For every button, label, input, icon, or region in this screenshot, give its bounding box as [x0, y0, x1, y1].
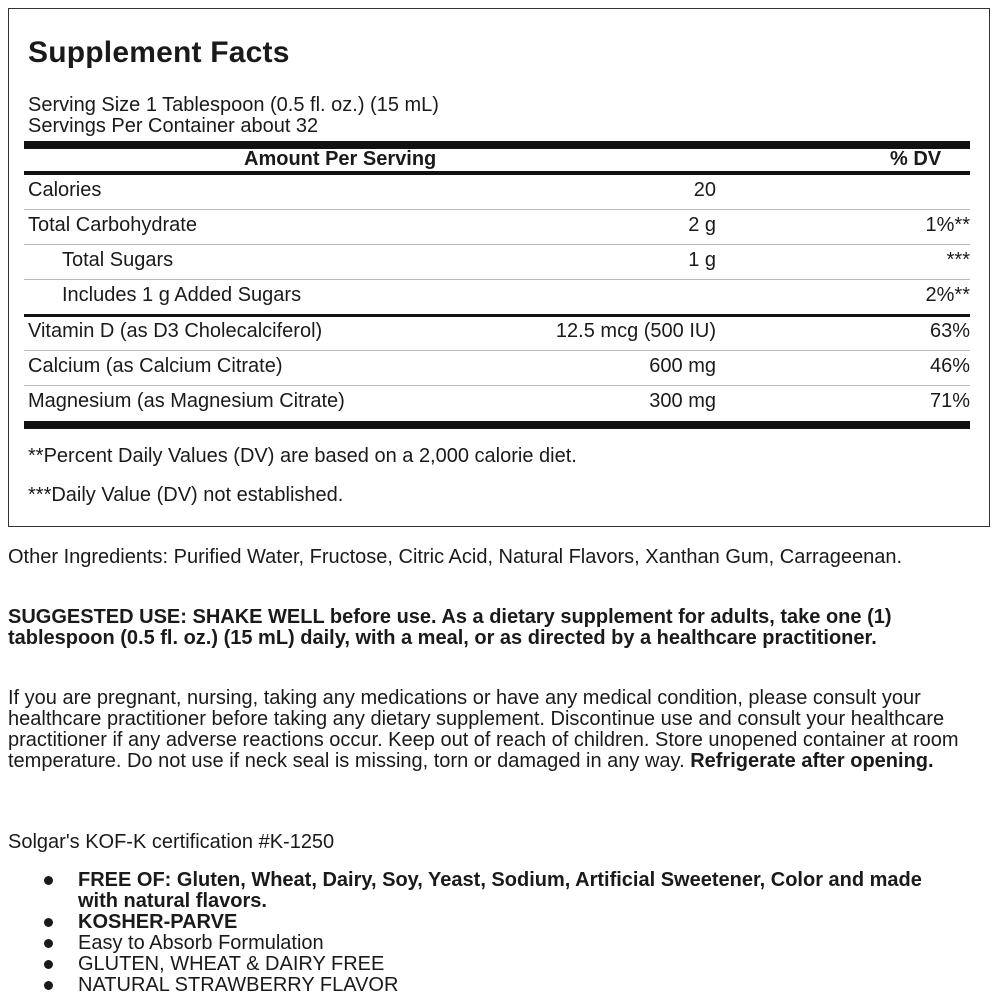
list-item-text: KOSHER-PARVE: [78, 911, 238, 933]
bullet-icon: [44, 918, 53, 927]
bullet-icon: [44, 960, 53, 969]
list-item-text: GLUTEN, WHEAT & DAIRY FREE: [78, 953, 385, 975]
thick-divider-bottom: [24, 421, 970, 429]
list-item: [40, 954, 940, 975]
list-item: [40, 933, 940, 954]
nutrient-amount: 12.5 mcg (500 IU): [555, 320, 716, 342]
warning-text: [8, 688, 983, 772]
serving-size: Serving Size 1 Tablespoon (0.5 fl. oz.) (15 mL): [28, 94, 439, 116]
nutrient-amount: 20: [693, 179, 716, 201]
nutrient-row: [24, 175, 970, 210]
nutrient-row: [24, 210, 970, 245]
refrigerate-note: Refrigerate after opening.: [690, 750, 934, 772]
nutrient-amount: 1 g: [688, 249, 716, 271]
nutrient-dv: 63%: [929, 320, 970, 342]
other-ingredients: Other Ingredients: Purified Water, Fructose, Citric Acid, Natural Flavors, Xanthan Gum, Carrageenan.: [8, 546, 903, 568]
list-item-text: FREE OF: Gluten, Wheat, Dairy, Soy, Yeast, Sodium, Artificial Sweetener, Color and made with natural flavors.: [78, 869, 922, 912]
header-amount-per-serving: Amount Per Serving: [244, 148, 437, 170]
list-item: [40, 870, 940, 912]
list-item-text: Easy to Absorb Formulation: [78, 932, 324, 954]
footnote-percent-dv: **Percent Daily Values (DV) are based on a 2,000 calorie diet.: [28, 445, 577, 467]
bullet-icon: [44, 981, 53, 990]
nutrient-dv: 1%**: [925, 214, 970, 236]
nutrient-row: [24, 280, 970, 315]
nutrient-dv: ***: [946, 249, 970, 271]
feature-list: [40, 870, 940, 996]
nutrient-dv: 2%**: [925, 284, 970, 306]
kof-k-certification: Solgar's KOF-K certification #K-1250: [8, 831, 335, 853]
nutrient-amount: 600 mg: [649, 355, 716, 377]
facts-title: Supplement Facts: [28, 36, 290, 69]
bullet-icon: [44, 939, 53, 948]
nutrient-amount: 300 mg: [649, 390, 716, 412]
bullet-icon: [44, 876, 53, 885]
nutrient-name: Calcium (as Calcium Citrate): [28, 355, 283, 377]
warning-body: If you are pregnant, nursing, taking any medications or have any medical condition, please consult your healthcare practitioner before taking any dietary supplement. Discontinue use and consult your healthcare practitioner if any adverse reactions occur. Keep out of reach of children. Store unopened container at room temperature. Do not use if neck seal is missing, torn or damaged in any way.: [8, 687, 959, 772]
nutrient-amount: 2 g: [688, 214, 716, 236]
list-item-text: NATURAL STRAWBERRY FLAVOR: [78, 974, 399, 996]
nutrient-row: [24, 316, 970, 351]
footnote-dv-not-established: ***Daily Value (DV) not established.: [28, 484, 344, 506]
nutrient-row: [24, 245, 970, 280]
nutrient-name: Calories: [28, 179, 102, 201]
suggested-use: SUGGESTED USE: SHAKE WELL before use. As a dietary supplement for adults, take one (1) tablespoon (0.5 fl. oz.) (15 mL) daily, with a meal, or as directed by a healthcare practitioner.: [8, 606, 892, 649]
thick-divider-top: [24, 141, 970, 149]
nutrient-name: Total Sugars: [62, 249, 174, 271]
nutrient-name: Includes 1 g Added Sugars: [62, 284, 302, 306]
header-percent-dv: % DV: [890, 148, 942, 170]
nutrient-row: [24, 386, 970, 421]
list-item: [40, 912, 940, 933]
nutrient-dv: 71%: [929, 390, 970, 412]
nutrient-name: Total Carbohydrate: [28, 214, 197, 236]
nutrient-name: Vitamin D (as D3 Cholecalciferol): [28, 320, 323, 342]
nutrient-dv: 46%: [929, 355, 970, 377]
nutrient-name: Magnesium (as Magnesium Citrate): [28, 390, 345, 412]
servings-per-container: Servings Per Container about 32: [28, 115, 319, 137]
list-item: [40, 975, 940, 996]
nutrient-row: [24, 351, 970, 386]
